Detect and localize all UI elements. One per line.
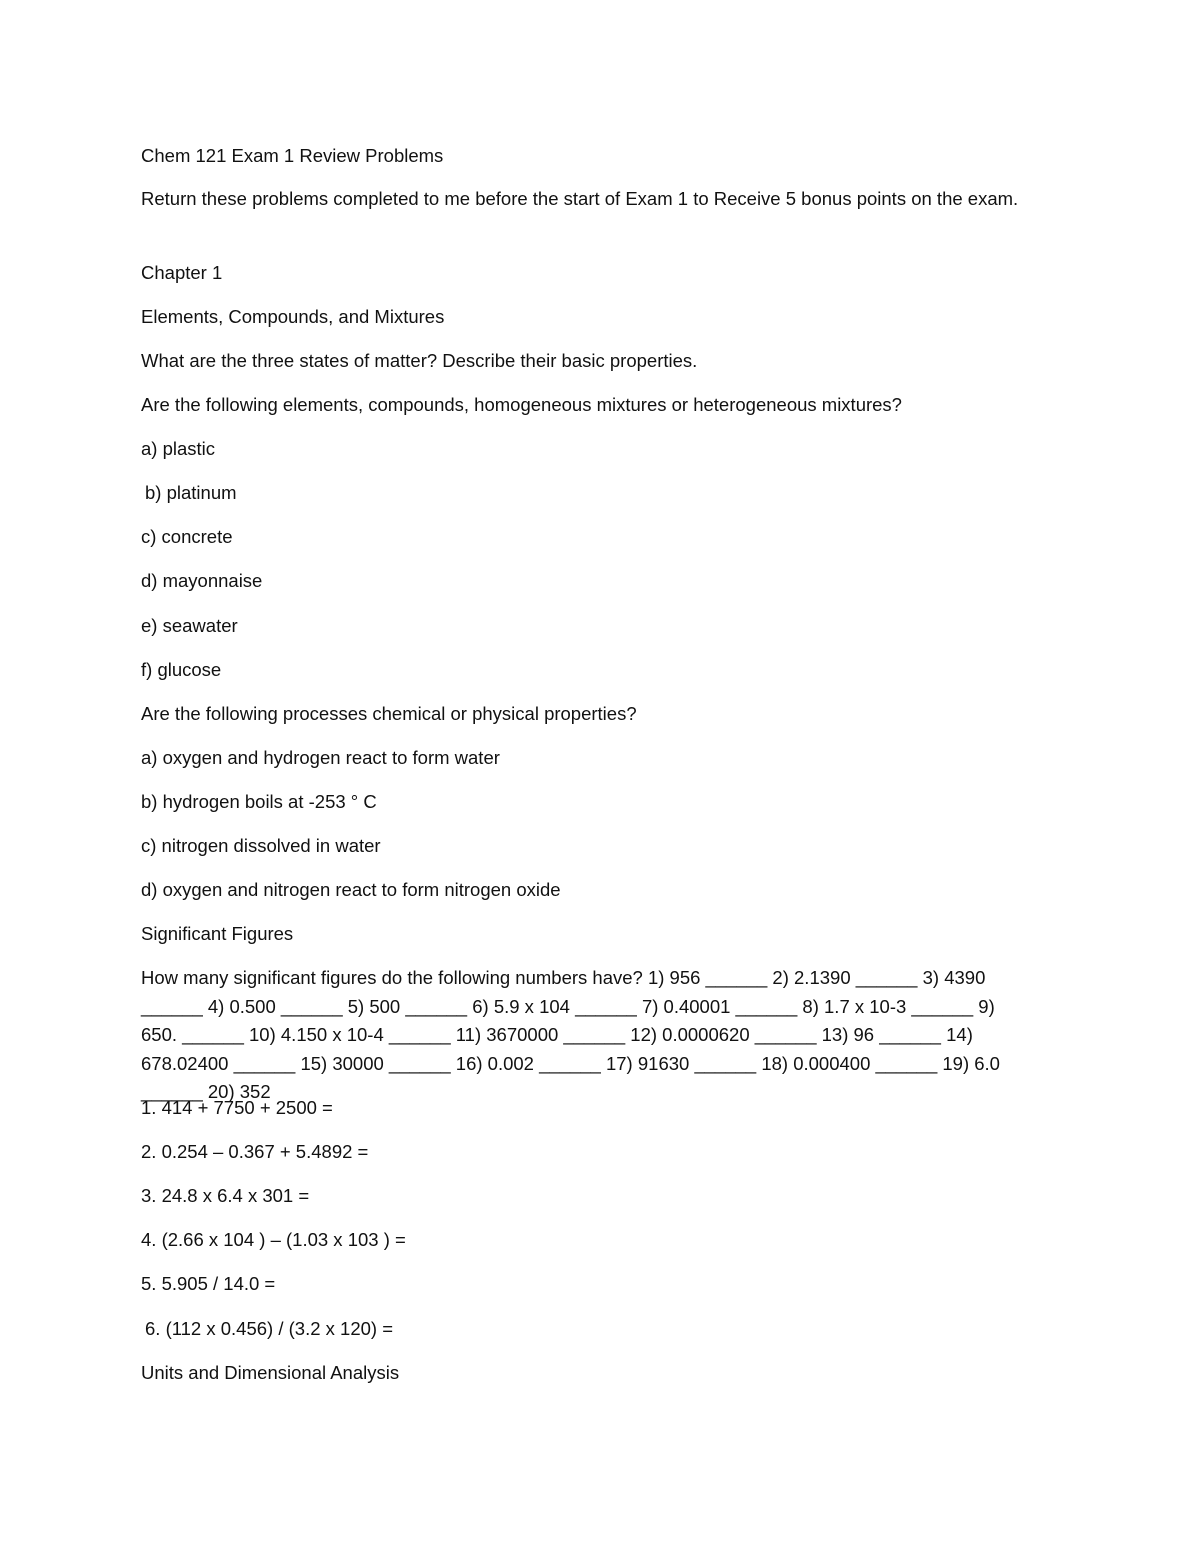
calc-item: 4. (2.66 x 104 ) – (1.03 x 103 ) = [141, 1229, 406, 1250]
question-properties: Are the following processes chemical or physical properties? [141, 703, 637, 724]
section-heading-sigfigs: Significant Figures [141, 923, 294, 944]
property-item: c) nitrogen dissolved in water [141, 835, 381, 856]
calc-item: 6. (112 x 0.456) / (3.2 x 120) = [145, 1318, 394, 1339]
sigfig-question-paragraph: How many significant figures do the following numbers have? 1) 956 ______ 2) 2.1390 ______ 3) 4390 ______ 4) 0.500 ______ 5) 500 ______ 6) 5.9 x 104 ______ 7) 0.40001 ______ 8) 1.7 x 10-3 ______ 9) 650. ______ 10) 4.150 x 10-4 ______ 11) 3670000 ______ 12) 0.0000620 ______ 13) 96 ______ 14) 678.02400 ______ 15) 30000 ______ 16) 0.002 ______ 17) 91630 ______ 18) 0.000400 ______ 19) 6.0 ______ 20) 352 [141, 967, 1000, 1102]
classify-item: d) mayonnaise [141, 570, 263, 591]
calc-item: 5. 5.905 / 14.0 = [141, 1273, 276, 1294]
calc-item: 2. 0.254 – 0.367 + 5.4892 = [141, 1141, 369, 1162]
property-item: b) hydrogen boils at -253 ° C [141, 791, 377, 812]
classify-item: e) seawater [141, 615, 238, 636]
section-heading-units: Units and Dimensional Analysis [141, 1362, 400, 1383]
classify-item: c) concrete [141, 526, 233, 547]
classify-item: b) platinum [145, 482, 237, 503]
question-classify: Are the following elements, compounds, homogeneous mixtures or heterogeneous mixtures? [141, 394, 902, 415]
calc-item: 3. 24.8 x 6.4 x 301 = [141, 1185, 310, 1206]
classify-item: a) plastic [141, 438, 216, 459]
question-states-of-matter: What are the three states of matter? Describe their basic properties. [141, 350, 698, 371]
calc-item: 1. 414 + 7750 + 2500 = [141, 1097, 333, 1118]
property-item: a) oxygen and hydrogen react to form water [141, 747, 500, 768]
property-item: d) oxygen and nitrogen react to form nitrogen oxide [141, 879, 561, 900]
classify-item: f) glucose [141, 659, 222, 680]
document-title: Chem 121 Exam 1 Review Problems [141, 145, 444, 166]
chapter-heading: Chapter 1 [141, 262, 223, 283]
instructions-paragraph: Return these problems completed to me before the start of Exam 1 to Receive 5 bonus points on the exam. [141, 188, 1019, 209]
section-heading-elements: Elements, Compounds, and Mixtures [141, 306, 445, 327]
